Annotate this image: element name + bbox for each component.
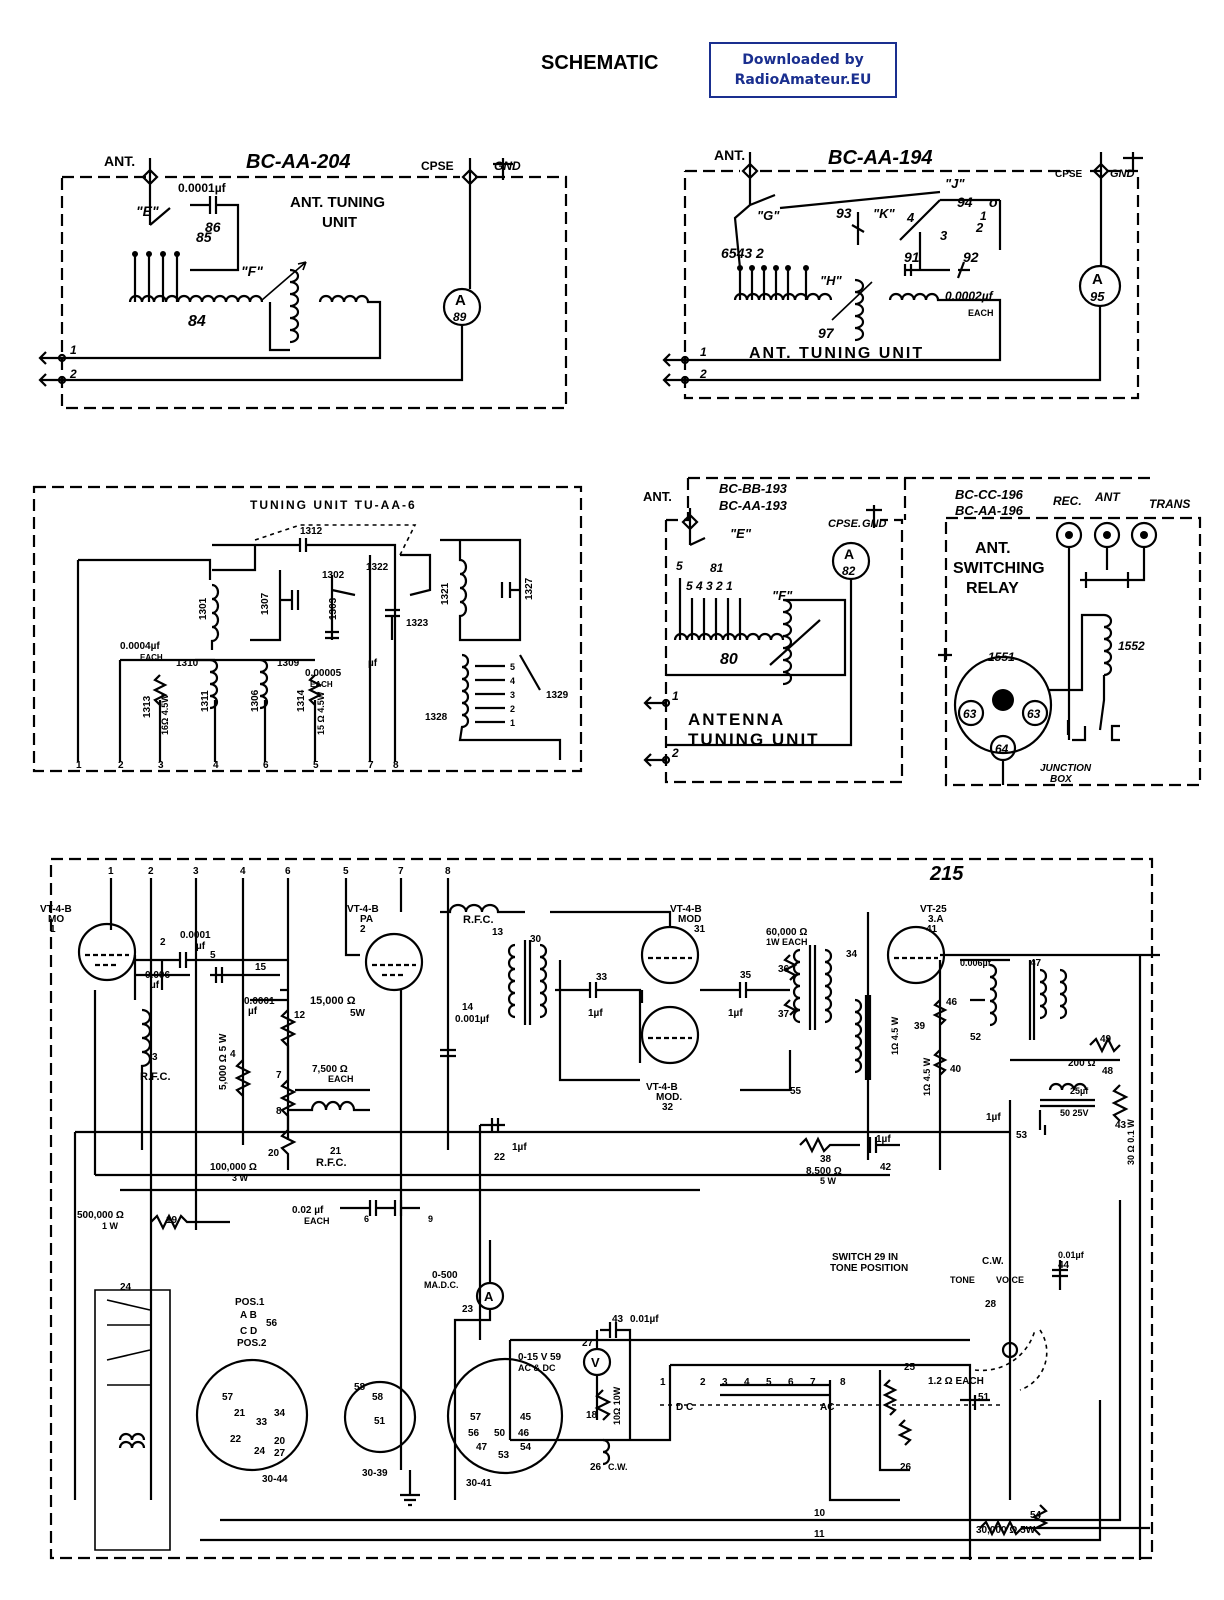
unit-desc-2: UNIT xyxy=(322,214,357,231)
cpse-label: CPSE. xyxy=(828,518,862,530)
part-1328: 1328 xyxy=(425,712,448,723)
badge-line-1: Downloaded by xyxy=(742,52,864,68)
s1-21: 21 xyxy=(234,1408,246,1419)
lbl-n51: 51 xyxy=(978,1392,990,1403)
res-1314: 15 Ω 4.5W xyxy=(316,691,326,735)
lbl-v50: 50 25V xyxy=(1060,1108,1089,1118)
trans-label: TRANS xyxy=(1149,497,1191,511)
coil-84: 84 xyxy=(188,313,206,330)
tube4-func: MOD. xyxy=(656,1092,683,1103)
lbl-w5: 5W xyxy=(350,1008,365,1019)
ant-label: ANT xyxy=(1095,490,1120,504)
tube5-sub: 3.A xyxy=(928,914,944,925)
part-1327: 1327 xyxy=(524,577,535,600)
sw-pos-5: 5 xyxy=(510,662,516,672)
term-2: 2 xyxy=(672,746,679,760)
lbl-n54: 54 xyxy=(1030,1510,1042,1521)
lbl-r12: 15,000 Ω xyxy=(310,995,356,1007)
lbl-n47: 47 xyxy=(1030,958,1042,969)
tube3-num: 31 xyxy=(694,924,706,935)
relay-desc-1: ANT. xyxy=(975,540,1011,557)
tap-numbers: 5 4 3 2 1 xyxy=(686,579,733,593)
lbl-r39: 1Ω 4.5 W xyxy=(890,1016,900,1055)
lbl-n9: 9 xyxy=(428,1214,434,1224)
lbl-uf3: µf xyxy=(248,1006,258,1017)
pos-94: 94 xyxy=(957,194,973,210)
unit-bc-aa-193 xyxy=(643,478,1152,782)
gnd-label: GND xyxy=(862,518,887,530)
sw-pos-4: 4 xyxy=(510,676,516,686)
strip-3: 3 xyxy=(722,1377,728,1388)
lbl-rfc21: R.F.C. xyxy=(316,1157,347,1169)
lbl-n55: 55 xyxy=(790,1086,802,1097)
s1-34: 34 xyxy=(274,1408,286,1419)
lbl-n33: 33 xyxy=(596,972,608,983)
tube2-type: VT-4-B xyxy=(347,904,379,915)
main-term-3: 3 xyxy=(193,866,199,877)
lbl-w1: 1 W xyxy=(102,1221,119,1231)
switch-f: "F" xyxy=(241,263,263,279)
pin-63-left: 63 xyxy=(963,707,977,721)
unit-name-1: BC-BB-193 xyxy=(719,481,787,496)
lbl-cw: C.W. xyxy=(608,1462,628,1472)
lbl-n59: 59 xyxy=(550,1352,562,1363)
tube-mo xyxy=(79,924,135,980)
cap-86: 86 xyxy=(205,219,221,235)
unit-name-2: BC-AA-193 xyxy=(719,498,787,513)
strip-2: 2 xyxy=(700,1377,706,1388)
lbl-n8: 8 xyxy=(276,1106,282,1117)
lbl-n7: 7 xyxy=(276,1070,282,1081)
tube-pa xyxy=(366,934,422,990)
s3-57: 57 xyxy=(470,1412,482,1423)
cap-value-2: 0.00005 xyxy=(305,668,342,679)
cpse-label: CPSE xyxy=(421,159,454,173)
tube5-type: VT-25 xyxy=(920,904,947,915)
switch-j: "J" xyxy=(945,176,965,191)
cap-value-1: 0.0004µf xyxy=(120,641,160,652)
strip-1: 1 xyxy=(660,1377,666,1388)
lbl-dc: D C xyxy=(676,1402,694,1413)
relay-1552: 1552 xyxy=(1118,639,1145,653)
lbl-n39: 39 xyxy=(914,1021,926,1032)
lbl-n27: 27 xyxy=(582,1338,594,1349)
part-1314: 1314 xyxy=(296,689,307,712)
lbl-c43: 43 xyxy=(612,1314,624,1325)
lbl-c001: 0.001µf xyxy=(455,1014,490,1025)
pos-4: 4 xyxy=(907,210,915,225)
cap-unit: µf xyxy=(368,658,378,669)
lbl-n18: 18 xyxy=(586,1410,598,1421)
relay-1551: 1551 xyxy=(988,650,1015,664)
tu-term-7: 7 xyxy=(368,760,374,771)
lbl-rfc3: R.F.C. xyxy=(140,1071,171,1083)
tu-term-6: 6 xyxy=(263,760,269,771)
lbl-uf35: 1µf xyxy=(728,1008,743,1019)
lbl-c001b: 0.01µf xyxy=(630,1314,659,1325)
lbl-r4: 5,000 Ω 5 W xyxy=(218,1033,229,1090)
lbl-c002: 0.02 µf xyxy=(292,1205,324,1216)
lbl-n42: 42 xyxy=(880,1162,892,1173)
tu-term-1: 1 xyxy=(76,760,82,771)
ant-label: ANT. xyxy=(643,489,672,504)
lbl-n13: 13 xyxy=(492,927,504,938)
meter-a: A xyxy=(455,292,466,309)
lbl-uf42: 1µf xyxy=(876,1134,891,1145)
tu-term-5: 5 xyxy=(313,760,319,771)
lbl-tone-pos: TONE POSITION xyxy=(830,1263,909,1274)
meter-a: A xyxy=(844,546,855,562)
s1-57: 57 xyxy=(222,1392,234,1403)
s1-22: 22 xyxy=(230,1434,242,1445)
lbl-n26: 26 xyxy=(590,1462,602,1473)
lbl-r40: 1Ω 4.5 W xyxy=(922,1057,932,1096)
ant-label: ANT. xyxy=(104,153,136,169)
tube1-type: VT-4-B xyxy=(40,904,72,915)
pos-2: 2 xyxy=(976,220,984,235)
lbl-rfc13: R.F.C. xyxy=(463,914,494,926)
lbl-r500k: 500,000 Ω xyxy=(77,1210,124,1221)
lbl-uf53: 1µf xyxy=(986,1112,1001,1123)
lbl-n21: 21 xyxy=(330,1146,342,1157)
lbl-n14: 14 xyxy=(462,1002,474,1013)
lbl-v-unit: AC & DC xyxy=(518,1363,556,1373)
tap-5: 5 xyxy=(676,559,683,573)
lbl-r100k: 100,000 Ω xyxy=(210,1162,257,1173)
lbl-n22: 22 xyxy=(494,1152,506,1163)
part-1322: 1322 xyxy=(366,562,389,573)
unit-desc: ANT. TUNING UNIT xyxy=(749,345,925,362)
junction-2: BOX xyxy=(1050,774,1072,785)
switch-e: "E" xyxy=(730,526,751,541)
relay-desc-3: RELAY xyxy=(966,580,1019,597)
lbl-n58: 58 xyxy=(354,1382,366,1393)
main-term-2: 2 xyxy=(148,866,154,877)
lbl-c0001: 0.0001 xyxy=(180,930,211,941)
part-1321: 1321 xyxy=(440,582,451,605)
pos-0: o xyxy=(989,194,998,210)
part-1309: 1309 xyxy=(277,658,300,669)
term-2: 2 xyxy=(700,367,707,381)
lbl-n40: 40 xyxy=(950,1064,962,1075)
gnd-label: GND xyxy=(1110,168,1135,180)
lbl-uf33: 1µf xyxy=(588,1008,603,1019)
lbl-n30: 30 xyxy=(530,934,542,945)
lbl-r30k: 30,000 Ω 5W xyxy=(976,1525,1036,1536)
lbl-c006: 0.006 xyxy=(145,970,171,981)
lbl-n28: 28 xyxy=(985,1299,997,1310)
strip-7: 7 xyxy=(810,1377,816,1388)
lbl-n12: 12 xyxy=(294,1010,306,1021)
term-2: 2 xyxy=(70,367,77,381)
term-1: 1 xyxy=(70,343,77,357)
lbl-n48: 48 xyxy=(1102,1066,1114,1077)
lbl-r38: 8,500 Ω xyxy=(806,1166,842,1177)
unit-desc-1: ANTENNA xyxy=(688,710,786,729)
meter-v: V xyxy=(591,1355,600,1370)
cap-each: EACH xyxy=(968,308,994,318)
lbl-each: EACH xyxy=(328,1074,354,1084)
meter-a: A xyxy=(1092,271,1103,288)
lbl-v-scale: 0-15 V xyxy=(518,1352,548,1363)
lbl-meter-scale: 0-500 xyxy=(432,1270,458,1281)
lbl-r12each: 1.2 Ω EACH xyxy=(928,1376,984,1387)
lbl-n37: 37 xyxy=(778,1009,790,1020)
lbl-n3: 3 xyxy=(152,1052,158,1063)
lbl-n36: 36 xyxy=(778,964,790,975)
lbl-c2: 2 xyxy=(160,937,166,948)
lbl-n23: 23 xyxy=(462,1304,474,1315)
cap-each-1: EACH xyxy=(140,653,163,662)
tube2-func: PA xyxy=(360,914,374,925)
lbl-n44: 44 xyxy=(1058,1260,1070,1271)
unit-name: BC-AA-204 xyxy=(246,151,351,173)
pin-64: 64 xyxy=(995,742,1009,756)
meter-95: 95 xyxy=(1090,289,1105,304)
switch-e: "E" xyxy=(136,203,159,219)
term-1: 1 xyxy=(672,689,679,703)
tube-vt25 xyxy=(888,927,944,983)
s2-name: 30-39 xyxy=(362,1468,388,1479)
lbl-tone: TONE xyxy=(950,1275,975,1285)
s1-name: 30-44 xyxy=(262,1474,288,1485)
s2-58: 58 xyxy=(372,1392,384,1403)
unit-bc-aa-194 xyxy=(664,147,1143,398)
badge-line-2: RadioAmateur.EU xyxy=(734,72,872,88)
lbl-c0006: 0.006µf xyxy=(960,958,991,968)
lbl-pos1: POS.1 xyxy=(235,1297,265,1308)
tu-term-3: 3 xyxy=(158,760,164,771)
lbl-n11: 11 xyxy=(814,1529,825,1540)
lbl-n49: 49 xyxy=(1100,1034,1112,1045)
sw-pos-3: 3 xyxy=(510,690,516,700)
lbl-voice: VOICE xyxy=(996,1275,1025,1285)
strip-5: 5 xyxy=(766,1377,772,1388)
lbl-n20: 20 xyxy=(268,1148,280,1159)
lbl-c25uf: 25µf xyxy=(1070,1086,1089,1096)
strip-8: 8 xyxy=(840,1377,846,1388)
tube3-type: VT-4-B xyxy=(670,904,702,915)
lbl-ac: AC xyxy=(820,1402,835,1413)
sw-pos-2: 2 xyxy=(510,704,516,714)
switch-g: "G" xyxy=(757,208,780,223)
unit-title: TUNING UNIT TU-AA-6 xyxy=(250,498,417,512)
relay-desc-2: SWITCHING xyxy=(953,560,1045,577)
lbl-cd: C D xyxy=(240,1326,258,1337)
s3-47: 47 xyxy=(476,1442,488,1453)
s1-33: 33 xyxy=(256,1417,268,1428)
lbl-n43: 43 xyxy=(1115,1120,1127,1131)
strip-6: 6 xyxy=(788,1377,794,1388)
cap-91: 91 xyxy=(904,249,920,265)
meter-ma: A xyxy=(484,1289,494,1304)
tube1-num: 1 xyxy=(50,924,56,935)
lbl-sw29: SWITCH 29 IN xyxy=(832,1252,899,1263)
lbl-n52: 52 xyxy=(970,1032,982,1043)
lbl-n35: 35 xyxy=(740,970,752,981)
junction-1: JUNCTION xyxy=(1040,763,1092,774)
tube-mod-31 xyxy=(642,927,698,983)
lbl-c15: 15 xyxy=(255,962,267,973)
lbl-r200: 200 Ω xyxy=(1068,1058,1096,1069)
pin-63-right: 63 xyxy=(1027,707,1041,721)
part-1301: 1301 xyxy=(198,597,209,620)
lbl-r43: 30 Ω 0.1 W xyxy=(1126,1119,1136,1165)
handwritten-annotation: 215 xyxy=(930,863,964,885)
switch-81: 81 xyxy=(710,561,724,575)
tube3-func: MOD xyxy=(678,914,702,925)
switch-h: "H" xyxy=(820,273,842,288)
part-1313: 1313 xyxy=(142,695,153,718)
lbl-n4: 4 xyxy=(230,1049,236,1060)
lbl-r18: 10Ω 10W xyxy=(612,1386,622,1425)
lbl-pos2: POS.2 xyxy=(237,1338,267,1349)
main-term-8: 8 xyxy=(445,866,451,877)
pos-1: 1 xyxy=(980,209,987,223)
lbl-uf1: µf xyxy=(196,941,206,952)
part-1302: 1302 xyxy=(322,570,345,581)
coil-80: 80 xyxy=(720,651,738,668)
lbl-w1each: 1W EACH xyxy=(766,937,808,947)
part-1306: 1306 xyxy=(250,689,261,712)
tube2-num: 2 xyxy=(360,924,366,935)
res-1313: 16Ω 4.5W xyxy=(160,694,170,735)
strip-4: 4 xyxy=(744,1377,750,1388)
lbl-r60k: 60,000 Ω xyxy=(766,927,808,938)
lbl-n19: 19 xyxy=(166,1215,178,1226)
lbl-uf2: µf xyxy=(150,980,160,991)
lbl-c44: 0.01µf xyxy=(1058,1250,1084,1260)
ant-label: ANT. xyxy=(714,147,746,163)
pos-3: 3 xyxy=(940,228,948,243)
main-term-5: 5 xyxy=(343,866,349,877)
lbl-n56: 56 xyxy=(266,1318,278,1329)
lbl-meter-unit: MA.D.C. xyxy=(424,1280,459,1290)
cap-93: 93 xyxy=(836,205,852,221)
tube4-type: VT-4-B xyxy=(646,1082,678,1093)
lbl-n53: 53 xyxy=(1016,1130,1028,1141)
unit-name-2: BC-AA-196 xyxy=(955,503,1023,518)
unit-bc-aa-204 xyxy=(40,151,566,408)
s3-54: 54 xyxy=(520,1442,532,1453)
lbl-c00001: 0.0001 xyxy=(244,996,275,1007)
unit-name-1: BC-CC-196 xyxy=(955,487,1023,502)
main-term-1: 1 xyxy=(108,866,114,877)
s3-45: 45 xyxy=(520,1412,532,1423)
sw-pos-1: 1 xyxy=(510,718,516,728)
lbl-n34: 34 xyxy=(846,949,858,960)
tu-term-4: 4 xyxy=(213,760,219,771)
lbl-cw2: C.W. xyxy=(982,1256,1004,1267)
main-term-7: 7 xyxy=(398,866,404,877)
s3-50: 50 xyxy=(494,1428,506,1439)
coil-97: 97 xyxy=(818,325,834,341)
unit-desc-1: ANT. TUNING xyxy=(290,194,385,211)
s1-24: 24 xyxy=(254,1446,266,1457)
part-1311: 1311 xyxy=(200,690,211,712)
s3-46: 46 xyxy=(518,1428,530,1439)
tube5-num: 41 xyxy=(926,924,938,935)
lbl-c46: 46 xyxy=(946,997,958,1008)
s2-51: 51 xyxy=(374,1416,386,1427)
part-1323: 1323 xyxy=(406,618,429,629)
s3-name: 30-41 xyxy=(466,1478,492,1489)
lbl-n38: 38 xyxy=(820,1154,832,1165)
lbl-ab: A B xyxy=(240,1310,257,1321)
meter-89: 89 xyxy=(453,310,467,324)
lbl-uf22: 1µf xyxy=(512,1142,527,1153)
part-1303: 1303 xyxy=(328,597,339,620)
cpse-label: CPSE xyxy=(1055,169,1083,180)
lbl-n10: 10 xyxy=(814,1508,826,1519)
tube1-func: MO xyxy=(48,914,65,925)
main-term-4: 4 xyxy=(240,866,246,877)
main-transmitter xyxy=(40,859,1160,1560)
cap-92: 92 xyxy=(963,249,979,265)
lbl-w38: 5 W xyxy=(820,1176,837,1186)
meter-82: 82 xyxy=(842,564,856,578)
socket-30-44 xyxy=(197,1360,307,1470)
s1-27: 27 xyxy=(274,1448,286,1459)
part-1310: 1310 xyxy=(176,658,199,669)
cap-value: 0.0001µf xyxy=(178,181,226,195)
lbl-n25: 25 xyxy=(904,1362,916,1373)
lbl-n26b: 26 xyxy=(900,1462,912,1473)
lbl-c5: 5 xyxy=(210,950,216,961)
switch-k: "K" xyxy=(873,206,895,221)
lbl-each2: EACH xyxy=(304,1216,330,1226)
term-1: 1 xyxy=(700,345,707,359)
s3-56: 56 xyxy=(468,1428,480,1439)
main-term-6: 6 xyxy=(285,866,291,877)
lbl-n24: 24 xyxy=(120,1282,132,1293)
part-1312: 1312 xyxy=(300,526,323,537)
tu-term-8: 8 xyxy=(393,760,399,771)
unit-bc-aa-196 xyxy=(938,487,1200,785)
page-title: SCHEMATIC xyxy=(541,52,659,74)
lbl-n6: 6 xyxy=(364,1214,370,1224)
tu-term-2: 2 xyxy=(118,760,124,771)
cap-each-2: EACH xyxy=(310,680,333,689)
tube4-num: 32 xyxy=(662,1102,674,1113)
lbl-w3: 3 W xyxy=(232,1173,249,1183)
tube-mod-32 xyxy=(642,1007,698,1063)
part-1307: 1307 xyxy=(260,592,271,615)
part-1329: 1329 xyxy=(546,690,569,701)
s3-53: 53 xyxy=(498,1450,510,1461)
rec-label: REC. xyxy=(1053,494,1082,508)
s1-20: 20 xyxy=(274,1436,286,1447)
switch-f: "F" xyxy=(772,588,793,603)
tap-numbers: 6543 2 xyxy=(721,245,764,261)
cap-value: 0.0002µf xyxy=(945,289,993,303)
switch-85: 85 xyxy=(196,229,212,245)
lbl-r7: 7,500 Ω xyxy=(312,1064,348,1075)
gnd-label: GND xyxy=(494,159,521,173)
unit-desc-2: TUNING UNIT xyxy=(688,730,820,749)
unit-name: BC-AA-194 xyxy=(828,147,933,169)
unit-tu-aa-6 xyxy=(34,487,581,771)
